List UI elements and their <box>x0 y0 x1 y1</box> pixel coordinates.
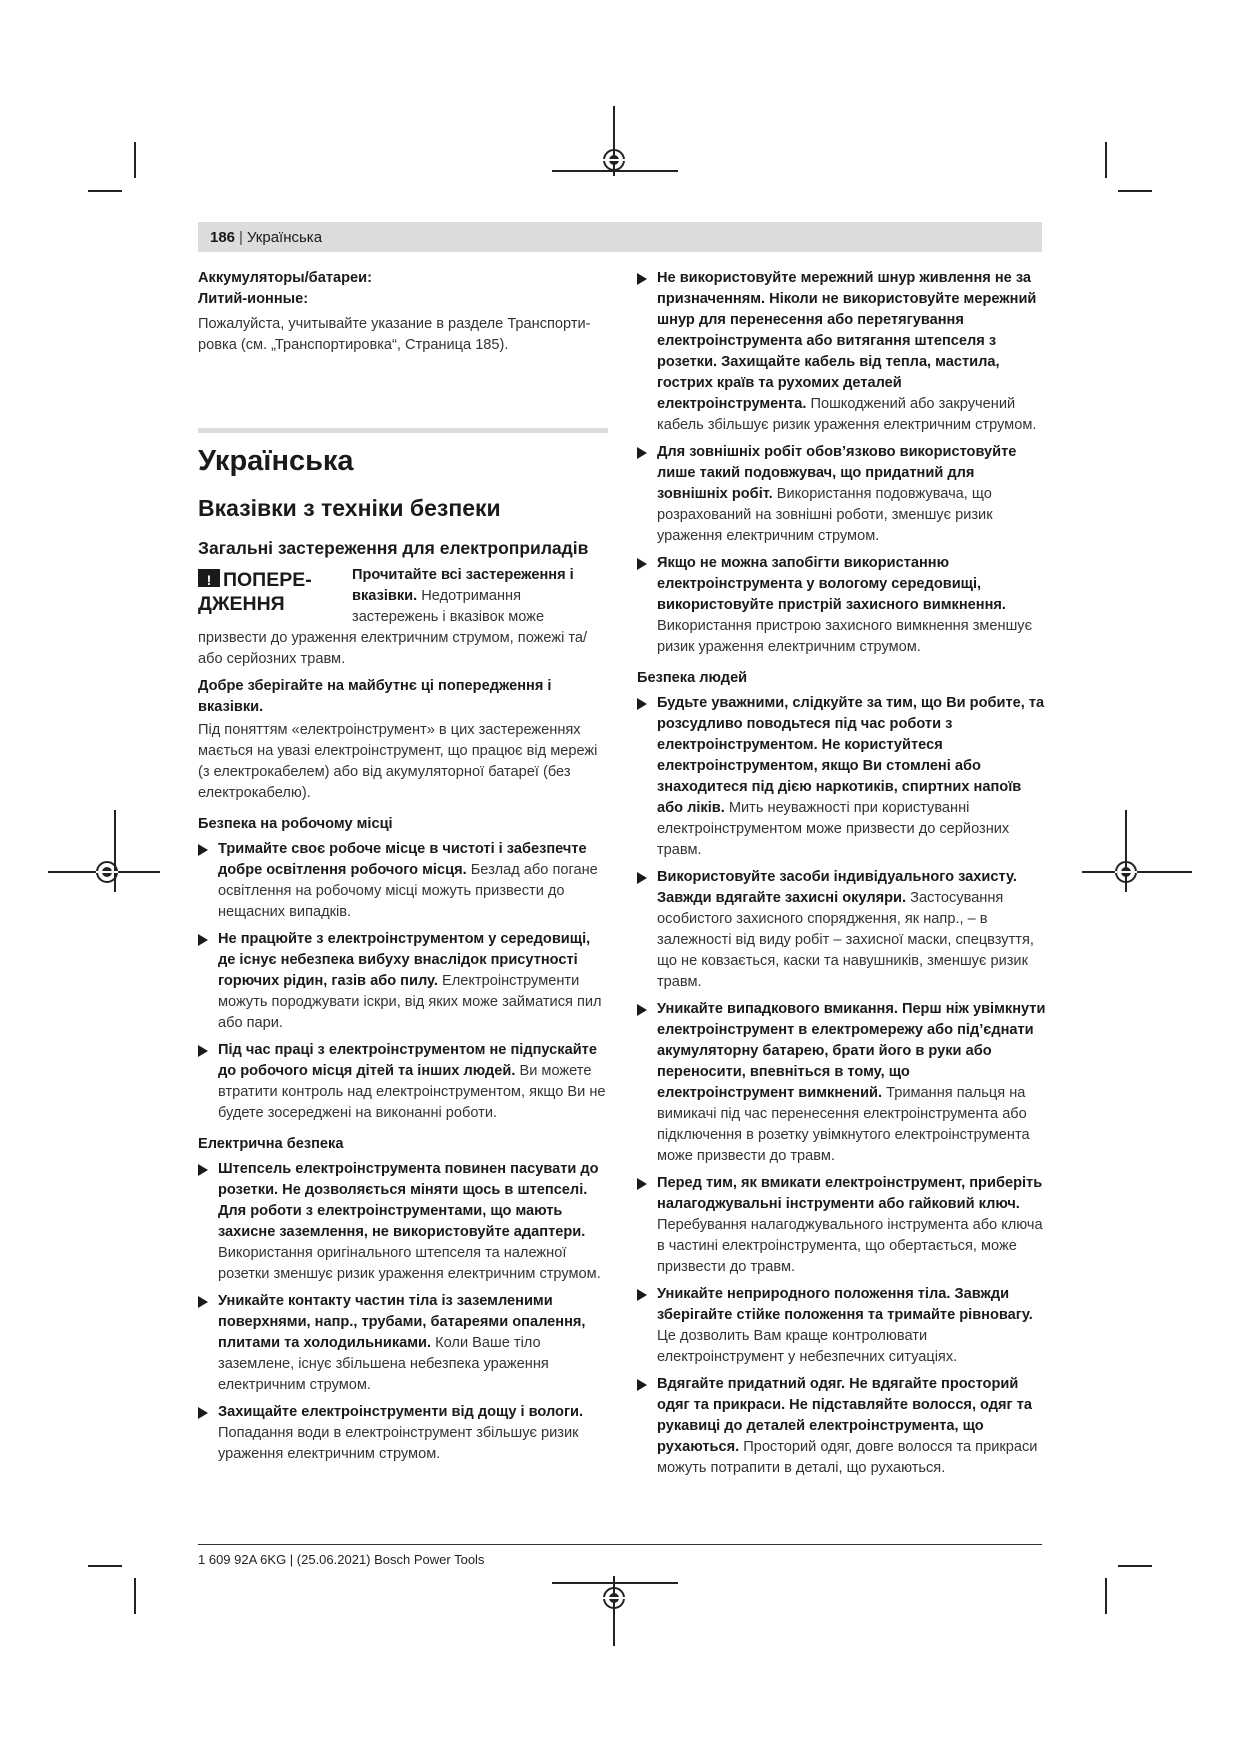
item-text: Перебування налагоджувального інструмента або ключа в частині електроінструмента, що обертається, може призвести до травм. <box>657 1217 1043 1275</box>
item-bold: Використовуйте засоби індивідуального захисту. Завжди вдягайте захисні окуляри. <box>657 869 1017 906</box>
left-column <box>198 268 608 1471</box>
bullet-arrow-icon <box>637 1379 647 1391</box>
warning-detail: Недотримання застережень і вказівок може призвести до ураження електричним струмом, пожежі та/або серйозних травм. <box>198 588 588 667</box>
bullet-arrow-icon <box>637 1004 647 1016</box>
crop-mark <box>1118 190 1152 192</box>
bullet-arrow-icon <box>198 1164 208 1176</box>
bullet-arrow-icon <box>198 844 208 856</box>
bullet-arrow-icon <box>198 934 208 946</box>
item-text: Застосування особистого захисного спорядження, як напр., – в залежності від виду робіт – захисної маски, спецвзуття, що не ковзається, каски та навушників, зменшує ризик травм. <box>657 890 1034 990</box>
bullet-arrow-icon <box>637 1289 647 1301</box>
registration-target-icon <box>603 149 625 171</box>
keep-instructions-title: Добре зберігайте на майбутнє ці попередження і вказівки. <box>198 678 552 715</box>
item-bold: Для зовнішніх робіт обов’язково використовуйте лише такий подовжувач, що придатний для зовнішніх робіт. <box>657 444 1017 502</box>
list-item <box>637 442 1049 547</box>
ru-battery-title: Аккумуляторы/батареи: <box>198 270 372 286</box>
bullet-arrow-icon <box>637 698 647 710</box>
list-item <box>198 1402 608 1465</box>
list-item <box>198 839 608 923</box>
personal-safety-heading: Безпека людей <box>637 670 748 686</box>
item-text: Пошкоджений або закручений кабель збільшує ризик ураження електричним струмом. <box>657 396 1037 433</box>
warning-bold: Прочитайте всі застереження і вказівки. <box>352 567 574 604</box>
item-bold: Штепсель електроінструмента повинен пасувати до розетки. Не дозволяється міняти щось в штепселі. Для роботи з електроінструментами, що мають захисне заземлення, не використовуйте адаптери. <box>218 1161 599 1240</box>
registration-target-icon <box>96 861 118 883</box>
crop-mark <box>88 190 122 192</box>
registration-target-icon <box>603 1587 625 1609</box>
item-bold: Не використовуйте мережний шнур живлення не за призначенням. Ніколи не використовуйте мережний шнур для перенесення або перетягування електроінструмента або витягання штепселя з розетки. Захищайте кабель від тепла, мастила, гострих країв та рухомих деталей електроінструмента. <box>657 270 1037 412</box>
crop-mark <box>1105 1578 1107 1614</box>
bullet-arrow-icon <box>198 1407 208 1419</box>
list-item <box>637 999 1049 1167</box>
item-bold: Якщо не можна запобігти використанню електроінструмента у вологому середовищі, використовуйте пристрій захисного вимкнення. <box>657 555 1006 613</box>
item-text: Ви можете втратити контроль над електроінструментом, якщо Ви не будете зосереджені на виконанні роботи. <box>218 1063 606 1121</box>
registration-line <box>552 1582 678 1584</box>
page-footer: 1 609 92A 6KG | (25.06.2021) Bosch Power Tools <box>198 1552 485 1567</box>
item-bold: Захищайте електроінструменти від дощу і вологи. <box>218 1404 584 1420</box>
list-item <box>637 1173 1049 1278</box>
crop-mark <box>88 1565 122 1567</box>
crop-mark <box>1118 1565 1152 1567</box>
item-text: Мить неуважності при користуванні електроінструментом може призвести до серйозних травм. <box>657 800 1010 858</box>
warning-label-line2: ДЖЕННЯ <box>198 593 285 615</box>
list-item <box>198 1159 608 1285</box>
item-text: Використання пристрою захисного вимкнення зменшує ризик ураження електричним струмом. <box>657 618 1033 655</box>
list-item <box>637 867 1049 993</box>
list-item <box>637 1284 1049 1368</box>
personal-safety-list <box>637 693 1049 1479</box>
ru-lithium-title: Литий-ионные: <box>198 291 309 307</box>
item-text: Використання оригінального штепселя та належної розетки зменшує ризик ураження електричним струмом. <box>218 1245 601 1282</box>
page-header <box>198 222 1042 252</box>
item-text: Це дозволить Вам краще контролювати електроінструмент у небезпечних ситуаціях. <box>657 1328 958 1365</box>
crop-mark <box>1105 142 1107 178</box>
item-text: Використання подовжувача, що розрахований на зовнішні роботи, зменшує ризик ураження електричним струмом. <box>657 486 993 544</box>
language-heading: Українська <box>198 445 354 477</box>
item-bold: Уникайте випадкового вмикання. Перш ніж увімкнути електроінструмент в електромережу або під’єднати акумуляторну батарею, брати його в руки або переносити, впевніться в тому, що електроінструмент вимкнений. <box>657 1001 1046 1101</box>
bullet-arrow-icon <box>637 447 647 459</box>
list-item <box>637 553 1049 658</box>
item-text: Електроінструменти можуть породжувати іскри, від яких може займатися пил або пари. <box>218 973 602 1031</box>
bullet-arrow-icon <box>198 1045 208 1057</box>
electrical-safety-heading: Електрична безпека <box>198 1136 344 1152</box>
item-text: Безлад або погане освітлення на робочому місці можуть призвести до нещасних випадків. <box>218 862 598 920</box>
bullet-arrow-icon <box>637 273 647 285</box>
list-item <box>198 929 608 1034</box>
right-column <box>637 268 1049 1485</box>
item-bold: Перед тим, як вмикати електроінструмент, приберіть налагоджувальні інструменти або гайковий ключ. <box>657 1175 1043 1212</box>
bullet-arrow-icon <box>637 1178 647 1190</box>
general-warnings-heading: Загальні застереження для електроприладів <box>198 538 589 558</box>
warning-triangle-icon <box>198 569 220 587</box>
keep-instructions-text: Під поняттям «електроінструмент» в цих застереженнях мається на увазі електроінструмент, що працює від мережі (з електрокабелем) або від акумуляторної батареї (без електрокабелю). <box>198 722 598 801</box>
list-item <box>198 1040 608 1124</box>
item-bold: Під час праці з електроінструментом не підпускайте до робочого місця дітей та інших людей. <box>218 1042 597 1079</box>
crop-mark <box>134 142 136 178</box>
bullet-arrow-icon <box>637 872 647 884</box>
warning-label-line1: ПОПЕРЕ- <box>223 569 312 591</box>
item-bold: Уникайте неприродного положення тіла. Завжди зберігайте стійке положення та тримайте рівновагу. <box>657 1286 1033 1323</box>
electrical-safety-list-continued <box>637 268 1049 658</box>
header-language: Українська <box>246 228 323 246</box>
warning-label <box>198 568 352 616</box>
warning-block <box>198 565 608 670</box>
section-divider <box>198 428 608 433</box>
item-bold: Вдягайте придатний одяг. Не вдягайте просторий одяг та прикраси. Не підставляйте волосся, одяг та рукавиці до деталей електроінструмента, що рухаються. <box>657 1376 1032 1455</box>
header-separator: | <box>239 228 243 246</box>
item-bold: Не працюйте з електроінструментом у середовищі, де існує небезпека вибуху внаслідок присутності горючих рідин, газів або пилу. <box>218 931 591 989</box>
registration-target-icon <box>1115 861 1137 883</box>
item-text: Коли Ваше тіло заземлене, існує збільшена небезпека ураження електричним струмом. <box>218 1335 549 1393</box>
registration-line <box>1082 871 1192 873</box>
item-text: Тримання пальця на вимикачі під час перенесення електроінструмента або підключення в розетку увімкнутого електроінструмента може призвести до травм. <box>657 1085 1030 1164</box>
footer-rule <box>198 1544 1042 1545</box>
item-text: Попадання води в електроінструмент збільшує ризик ураження електричним струмом. <box>218 1425 579 1462</box>
item-text: Просторий одяг, довге волосся та прикраси можуть потрапити в деталі, що рухаються. <box>657 1439 1038 1476</box>
item-bold: Тримайте своє робоче місце в чистоті і забезпечте добре освітлення робочого місця. <box>218 841 587 878</box>
item-bold: Будьте уважними, слідкуйте за тим, що Ви робите, та розсудливо поводьтеся під час роботи з електроінструментом. Не користуйтеся електроінструментом, якщо Ви стомлені або знаходитеся під дією наркотиків, спиртних напоїв або ліків. <box>657 695 1045 816</box>
list-item <box>198 1291 608 1396</box>
bullet-arrow-icon <box>198 1296 208 1308</box>
crop-mark <box>134 1578 136 1614</box>
list-item <box>637 1374 1049 1479</box>
list-item <box>637 693 1049 861</box>
list-item <box>637 268 1049 436</box>
bullet-arrow-icon <box>637 558 647 570</box>
safety-heading: Вказівки з техніки безпеки <box>198 495 501 521</box>
ru-transport-note: Пожалуйста, учитывайте указание в разделе Транспортировка (см. „Транспортировка“, Страница 185). <box>198 316 591 353</box>
work-area-list <box>198 839 608 1124</box>
page-number: 186 <box>210 228 236 246</box>
item-bold: Уникайте контакту частин тіла із заземленими поверхнями, напр., трубами, батареями опалення, плитами та холодильниками. <box>218 1293 586 1351</box>
electrical-safety-list <box>198 1159 608 1465</box>
work-area-heading: Безпека на робочому місці <box>198 816 393 832</box>
